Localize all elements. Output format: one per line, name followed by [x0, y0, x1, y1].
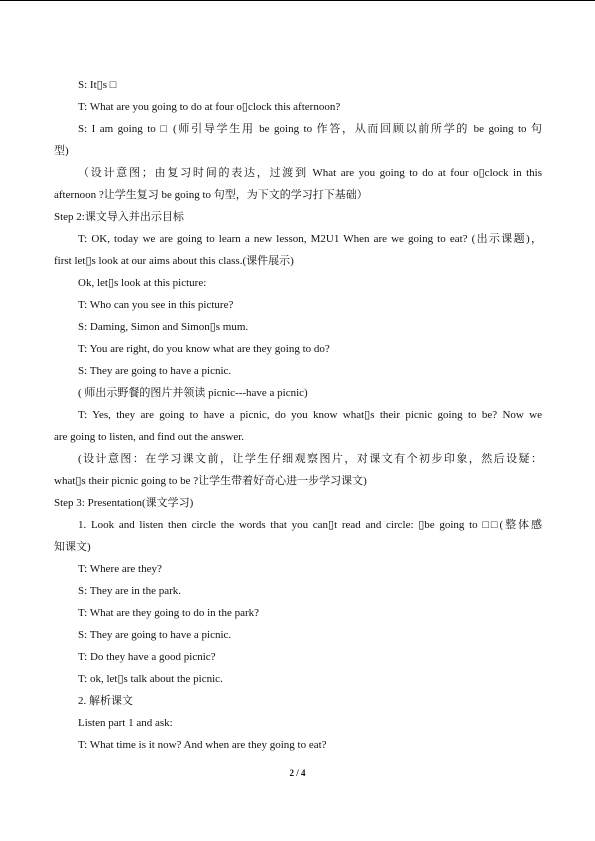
section-heading: Step 3: Presentation(课文学习) [54, 497, 194, 509]
text-line: T: What are you going to do at four o▯clock this afternoon? [78, 101, 341, 113]
top-border-line [0, 0, 595, 1]
text-line: ( 师出示野餐的图片并领读 picnic---have a picnic) [78, 387, 308, 399]
text-line: S: It▯s □ [78, 79, 117, 91]
text-line: first let▯s look at our aims about this class.(课件展示) [54, 255, 294, 267]
text-line: T: Do they have a good picnic? [78, 651, 216, 663]
text-line: Listen part 1 and ask: [78, 717, 173, 729]
text-line: T: Yes, they are going to have a picnic, do you know what▯s their picnic going to be? Now we [78, 409, 542, 421]
text-line: S: They are in the park. [78, 585, 182, 597]
text-line: S: They are going to have a picnic. [78, 629, 232, 641]
text-line: 2. 解析课文 [78, 695, 133, 707]
text-line: T: Where are they? [78, 563, 162, 575]
document-body [54, 74, 542, 756]
text-line: 知课文) [54, 541, 91, 553]
text-line: 1. Look and listen then circle the words that you can▯t read and circle: ▯be going to □□(整体感 [78, 519, 542, 531]
section-heading: Step 2:课文导入并出示目标 [54, 211, 184, 223]
text-line: what▯s their picnic going to be ?让学生带着好奇心进一步学习课文) [54, 475, 367, 487]
text-line: 型) [54, 145, 69, 157]
text-line: Ok, let▯s look at this picture: [78, 277, 207, 289]
text-line: afternoon ?让学生复习 be going to 句型，为下文的学习打下基础） [54, 189, 368, 201]
text-line: T: Who can you see in this picture? [78, 299, 234, 311]
text-line: T: What time is it now? And when are they going to eat? [78, 739, 327, 751]
text-line: （设计意图；由复习时间的表达，过渡到 What are you going to do at four o▯clock in this [78, 167, 542, 179]
text-line: S: I am going to □ (师引导学生用 be going to 作答，从而回顾以前所学的 be going to 句 [78, 123, 542, 135]
text-line: T: What are they going to do in the park? [78, 607, 260, 619]
page-number: 2 / 4 [289, 768, 306, 778]
text-line: T: OK, today we are going to learn a new lesson, M2U1 When are we going to eat? (出示课题)， [78, 233, 542, 245]
text-line: are going to listen, and find out the answer. [54, 431, 245, 443]
text-line: (设计意图：在学习课文前，让学生仔细观察图片，对课文有个初步印象，然后设疑： [78, 453, 542, 465]
text-line: S: They are going to have a picnic. [78, 365, 232, 377]
text-line: T: You are right, do you know what are they going to do? [78, 343, 330, 355]
text-line: T: ok, let▯s talk about the picnic. [78, 673, 223, 685]
text-line: S: Daming, Simon and Simon▯s mum. [78, 321, 249, 333]
